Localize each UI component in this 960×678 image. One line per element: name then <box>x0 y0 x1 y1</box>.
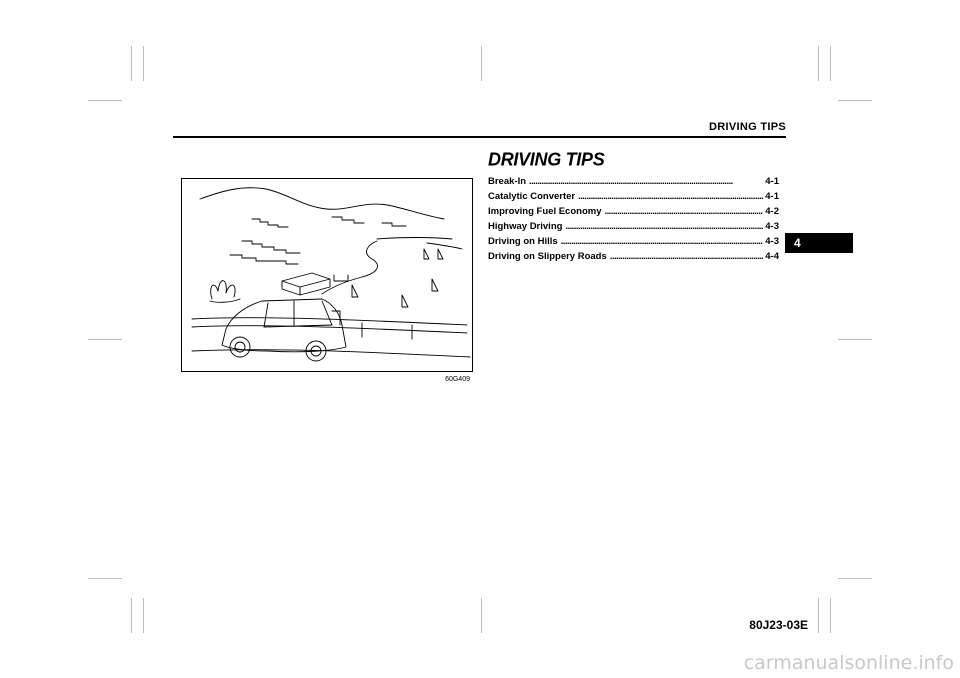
crop-mark <box>88 578 122 579</box>
chapter-tab[interactable]: 4 <box>785 233 853 253</box>
figure-code: 60G409 <box>445 376 470 383</box>
crop-mark <box>131 46 132 81</box>
toc-entry-title: Improving Fuel Economy <box>488 206 602 217</box>
car-landscape-illustration <box>182 179 472 371</box>
toc-entry-title: Driving on Slippery Roads <box>488 251 607 262</box>
crop-mark <box>818 46 819 81</box>
toc-leader-dots <box>565 221 763 232</box>
illustration-frame <box>181 178 473 372</box>
crop-mark <box>830 46 831 81</box>
toc-entry-title: Highway Driving <box>488 221 563 232</box>
crop-mark <box>481 598 482 633</box>
crop-mark <box>143 46 144 81</box>
document-code: 80J23-03E <box>749 618 808 632</box>
toc-entry-driving-on-slippery-roads[interactable] <box>488 251 779 266</box>
toc-entry-title: Driving on Hills <box>488 236 558 247</box>
toc-entry-page: 4-2 <box>765 206 779 217</box>
page-header-title: DRIVING TIPS <box>709 121 786 133</box>
crop-mark <box>838 100 872 101</box>
toc-entry-highway-driving[interactable] <box>488 221 779 236</box>
crop-mark <box>818 598 819 633</box>
toc-entry-catalytic-converter[interactable] <box>488 191 779 206</box>
table-of-contents <box>488 176 779 266</box>
toc-entry-page: 4-1 <box>765 191 779 202</box>
header-rule <box>173 136 786 138</box>
toc-leader-dots <box>578 191 763 202</box>
toc-entry-page: 4-4 <box>765 251 779 262</box>
crop-mark <box>838 339 872 340</box>
section-title: DRIVING TIPS <box>488 148 605 170</box>
toc-leader-dots <box>561 236 764 247</box>
toc-entry-title: Catalytic Converter <box>488 191 576 202</box>
crop-mark <box>830 598 831 633</box>
crop-mark <box>143 598 144 633</box>
crop-mark <box>88 339 122 340</box>
toc-entry-driving-on-hills[interactable] <box>488 236 779 251</box>
toc-entry-break-in[interactable] <box>488 176 779 191</box>
crop-mark <box>481 46 482 81</box>
toc-entry-improving-fuel-economy[interactable] <box>488 206 779 221</box>
site-watermark: carmanualsonline.info <box>743 652 954 674</box>
toc-leader-dots <box>610 251 763 262</box>
toc-entry-title: Break-In <box>488 176 527 187</box>
toc-entry-page: 4-3 <box>765 236 779 247</box>
toc-leader-dots <box>605 206 764 217</box>
crop-mark <box>88 100 122 101</box>
toc-entry-page: 4-1 <box>765 176 779 187</box>
toc-leader-dots <box>529 176 763 187</box>
crop-mark <box>131 598 132 633</box>
crop-mark <box>838 578 872 579</box>
toc-entry-page: 4-3 <box>765 221 779 232</box>
